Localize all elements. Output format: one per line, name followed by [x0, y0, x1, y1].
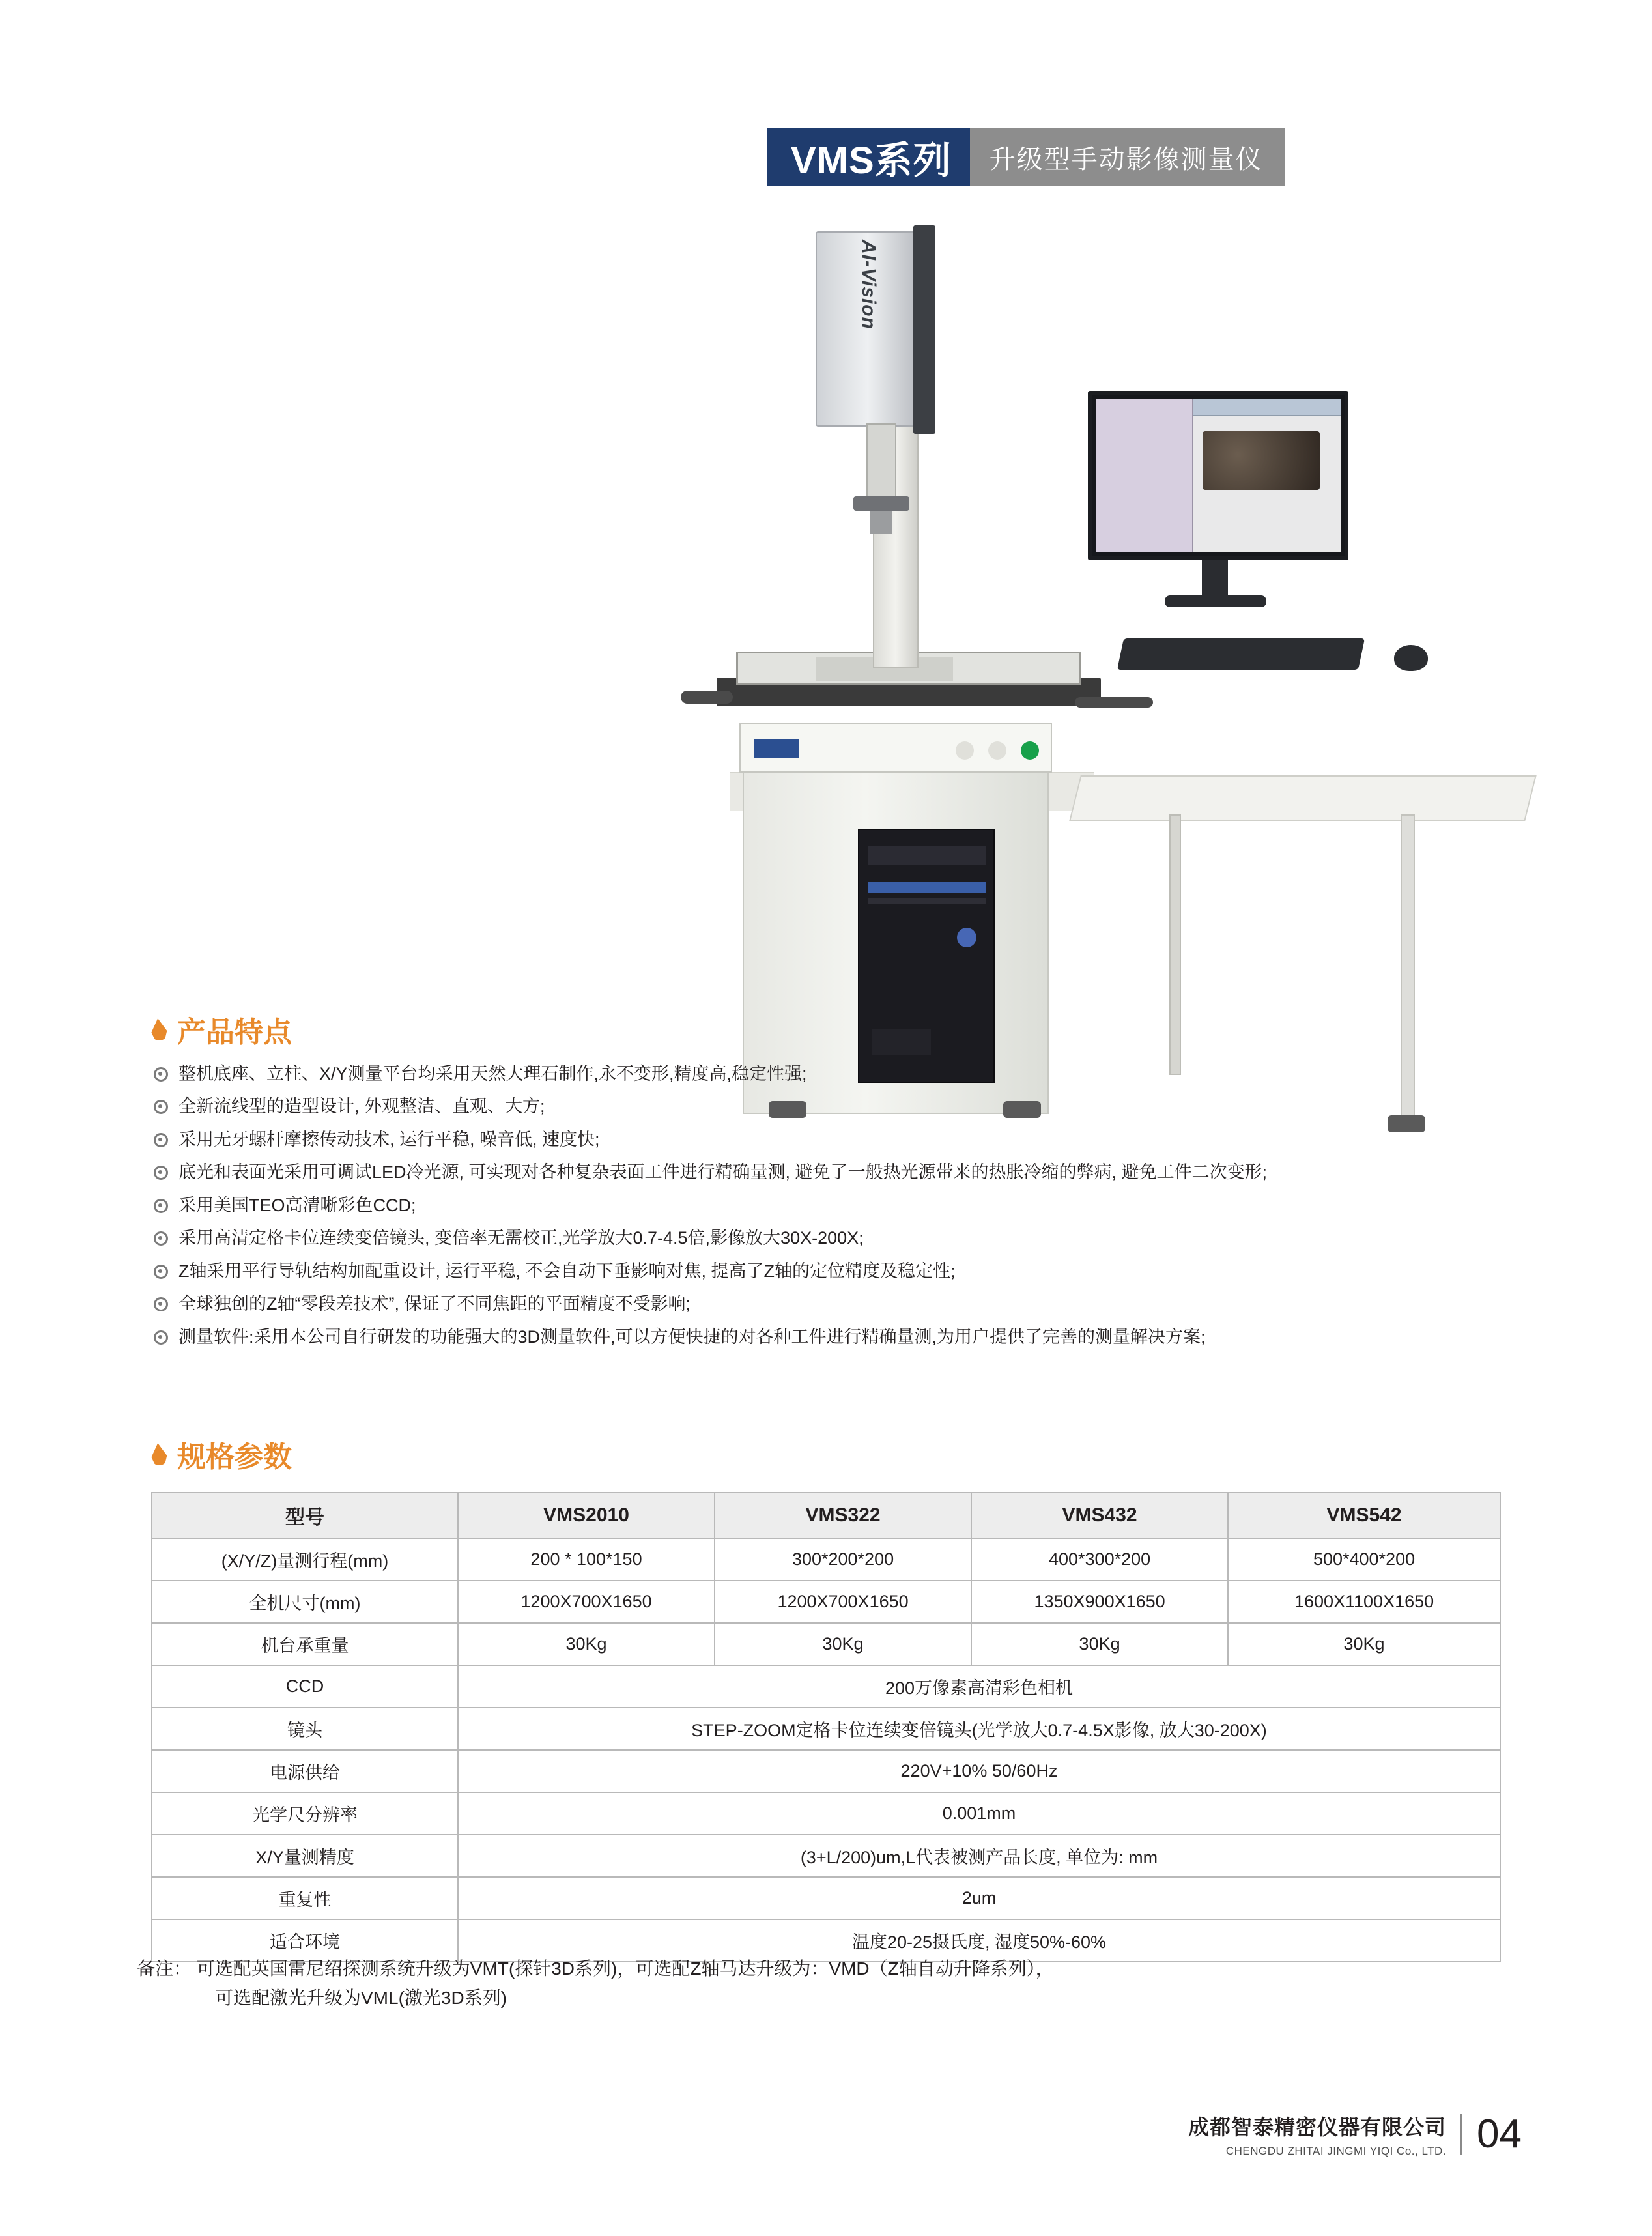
monitor-stand-neck: [1202, 560, 1228, 599]
note-line-1: 备注： 可选配英国雷尼绍探测系统升级为VMT(探针3D系列)，可选配Z轴马达升级为：VMD（Z轴自动升降系列），: [137, 1958, 1054, 1979]
row-cell: 30Kg: [971, 1623, 1228, 1665]
feature-text: 采用无牙螺杆摩擦传动技术, 运行平稳, 噪音低, 速度快;: [178, 1129, 600, 1149]
feature-text: 测量软件:采用本公司自行研发的功能强大的3D测量软件,可以方便快捷的对各种工件进行精确量测,为用户提供了完善的测量解决方案;: [178, 1326, 1206, 1347]
pc-accent-stripe: [868, 882, 986, 893]
row-label: CCD: [152, 1665, 458, 1708]
machine-brand-label: AI-Vision: [858, 240, 879, 330]
row-cell: 30Kg: [1228, 1623, 1500, 1665]
bullet-icon: [154, 1133, 168, 1147]
table-row: [152, 1665, 1500, 1708]
features-section-title: [151, 1009, 292, 1050]
row-cell: 500*400*200: [1228, 1538, 1500, 1581]
row-cell-span: 200万像素高清彩色相机: [458, 1665, 1500, 1708]
optical-head-rail: [913, 225, 935, 434]
pc-vent: [868, 898, 986, 904]
feature-text: 采用美国TEO高清晰彩色CCD;: [178, 1195, 416, 1215]
company-name-cn: 成都智泰精密仪器有限公司: [1188, 2115, 1447, 2139]
features-title-text: 产品特点: [177, 1016, 292, 1048]
row-label: 机台承重量: [152, 1623, 458, 1665]
table-header-row: [152, 1493, 1500, 1538]
monitor-screen: [1096, 399, 1341, 552]
row-cell: 1600X1100X1650: [1228, 1581, 1500, 1623]
row-cell-span: STEP-ZOOM定格卡位连续变倍镜头(光学放大0.7-4.5X影像, 放大30-200X): [458, 1708, 1500, 1750]
row-cell: 30Kg: [715, 1623, 971, 1665]
feature-text: Z轴采用平行导轨结构加配重设计, 运行平稳, 不会自动下垂影响对焦, 提高了Z轴的定位精度及稳定性;: [178, 1261, 956, 1281]
pc-tower: [858, 829, 995, 1083]
bullet-icon: [154, 1231, 168, 1246]
note-line-2: 可选配激光升级为VML(激光3D系列): [215, 1987, 507, 2008]
product-photo: [352, 195, 1277, 964]
row-cell: 1200X700X1650: [458, 1581, 715, 1623]
banner-series-title: VMS系列: [767, 128, 970, 186]
table-row: [152, 1792, 1500, 1835]
panel-power-led: [1021, 741, 1039, 760]
list-item: [154, 1194, 1535, 1217]
row-label: X/Y量测精度: [152, 1835, 458, 1877]
brand-badge: [754, 739, 799, 758]
list-item: [154, 1128, 1535, 1151]
list-item: [154, 1226, 1535, 1250]
feature-text: 全新流线型的造型设计, 外观整洁、直观、大方;: [178, 1096, 545, 1117]
row-cell-span: 2um: [458, 1877, 1500, 1919]
header-banner: [767, 128, 1285, 186]
monitor: [1088, 391, 1348, 560]
row-cell-span: (3+L/200)um,L代表被测产品长度, 单位为: mm: [458, 1835, 1500, 1877]
software-main-panel: [1193, 399, 1341, 552]
lens-ring: [853, 496, 909, 511]
table-row: [152, 1877, 1500, 1919]
footer-divider: [1460, 2114, 1462, 2155]
row-cell: 30Kg: [458, 1623, 715, 1665]
panel-knob-2: [988, 741, 1006, 760]
feature-text: 整机底座、立柱、X/Y测量平台均采用天然大理石制作,永不变形,精度高,稳定性强;: [178, 1064, 807, 1083]
spec-section-title: [151, 1433, 292, 1475]
table-row: [152, 1835, 1500, 1877]
row-label: 电源供给: [152, 1750, 458, 1792]
table-row: [152, 1750, 1500, 1792]
bullet-icon: [154, 1100, 168, 1114]
feature-text: 全球独创的Z轴“零段差技术”, 保证了不同焦距的平面精度不受影响;: [178, 1294, 691, 1314]
row-cell: 1350X900X1650: [971, 1581, 1228, 1623]
bullet-icon: [154, 1330, 168, 1345]
pc-drive-bay: [868, 846, 986, 865]
list-item: [154, 1062, 1535, 1085]
list-item: [154, 1259, 1535, 1283]
header-cell: VMS432: [971, 1493, 1228, 1538]
zoom-lens: [866, 423, 896, 502]
monitor-stand-base: [1165, 595, 1266, 607]
company-name-en: CHENGDU ZHITAI JINGMI YIQI Co., LTD.: [1225, 2145, 1447, 2157]
spec-table-body: [152, 1538, 1500, 1962]
desk-leg-mid: [1169, 814, 1181, 1075]
page-footer: [1188, 2111, 1522, 2158]
row-label: 重复性: [152, 1877, 458, 1919]
table-row: [152, 1581, 1500, 1623]
row-cell: 300*200*200: [715, 1538, 971, 1581]
banner-subtitle: 升级型手动影像测量仪: [970, 128, 1285, 186]
pc-power-button: [957, 928, 976, 947]
control-panel: [739, 723, 1052, 773]
row-label: 光学尺分辨率: [152, 1792, 458, 1835]
row-cell-span: 温度20-25摄氏度, 湿度50%-60%: [458, 1919, 1500, 1962]
bullet-icon: [154, 1067, 168, 1082]
row-cell: 200 * 100*150: [458, 1538, 715, 1581]
header-cell: VMS322: [715, 1493, 971, 1538]
table-row: [152, 1708, 1500, 1750]
list-item: [154, 1292, 1535, 1315]
spec-note: [137, 1955, 1544, 2013]
header-cell: 型号: [152, 1493, 458, 1538]
row-label: (X/Y/Z)量测行程(mm): [152, 1538, 458, 1581]
bullet-icon: [154, 1199, 168, 1213]
spec-table-wrap: [151, 1492, 1501, 1962]
stage-handle-left: [681, 691, 733, 704]
row-label: 全机尺寸(mm): [152, 1581, 458, 1623]
header-cell: VMS2010: [458, 1493, 715, 1538]
pc-logo: [872, 1029, 931, 1055]
table-row: [152, 1538, 1500, 1581]
features-list: [154, 1062, 1535, 1358]
droplet-icon: [150, 1018, 167, 1041]
bullet-icon: [154, 1265, 168, 1279]
droplet-icon: [150, 1442, 167, 1466]
bullet-icon: [154, 1166, 168, 1180]
row-cell-span: 0.001mm: [458, 1792, 1500, 1835]
bullet-icon: [154, 1297, 168, 1312]
lens-objective: [870, 511, 892, 534]
keyboard: [1117, 638, 1365, 670]
spec-table: [151, 1492, 1501, 1962]
row-label: 镜头: [152, 1708, 458, 1750]
footer-company: [1188, 2111, 1446, 2158]
desk-surface-right: [1069, 775, 1536, 821]
list-item: [154, 1095, 1535, 1118]
header-cell: VMS542: [1228, 1493, 1500, 1538]
mouse: [1394, 645, 1428, 671]
software-camera-view: [1203, 431, 1320, 490]
spec-table-head: [152, 1493, 1500, 1538]
list-item: [154, 1160, 1535, 1184]
row-cell: 400*300*200: [971, 1538, 1228, 1581]
stage-handle-right: [1075, 697, 1153, 708]
feature-text: 底光和表面光采用可调试LED冷光源, 可实现对各种复杂表面工件进行精确量测, 避免了一般热光源带来的热胀冷缩的弊病, 避免工件二次变形;: [178, 1162, 1268, 1182]
feature-text: 采用高清定格卡位连续变倍镜头, 变倍率无需校正,光学放大0.7-4.5倍,影像放大30X-200X;: [178, 1228, 864, 1248]
panel-knob-1: [956, 741, 974, 760]
row-cell-span: 220V+10% 50/60Hz: [458, 1750, 1500, 1792]
page-number: 04: [1477, 2112, 1522, 2157]
row-cell: 1200X700X1650: [715, 1581, 971, 1623]
list-item: [154, 1325, 1535, 1349]
table-row: [152, 1623, 1500, 1665]
software-side-panel: [1096, 399, 1193, 552]
software-toolbar: [1193, 399, 1341, 416]
row-label: 适合环境: [152, 1919, 458, 1962]
spec-title-text: 规格参数: [177, 1441, 292, 1473]
